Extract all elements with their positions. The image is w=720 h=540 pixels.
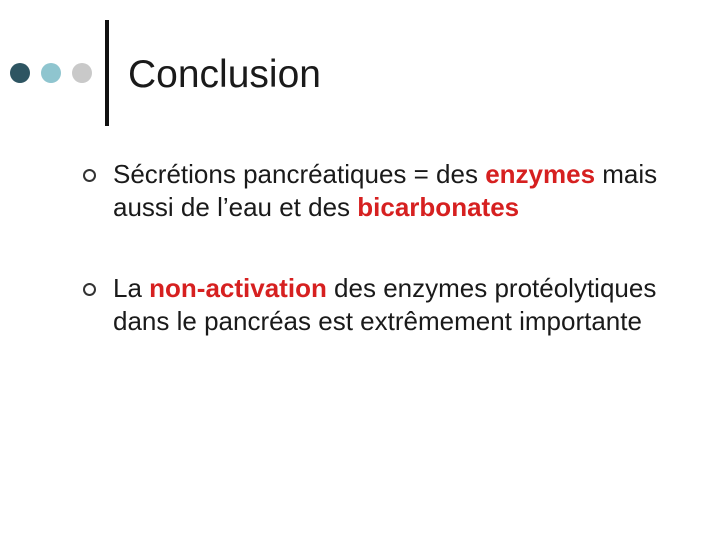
bullet-item-1	[80, 158, 700, 224]
bullet-text	[113, 159, 657, 222]
bullet-list	[80, 158, 700, 338]
text-run: des enzymes protéolytiques dans le pancréas est extrêmement importante	[113, 273, 657, 336]
highlight-enzymes: enzymes	[485, 159, 596, 189]
highlight-non-activation: non-activation	[149, 273, 327, 303]
hollow-circle-bullet-icon	[83, 169, 96, 182]
text-run: La	[113, 273, 150, 303]
title-divider	[105, 20, 109, 126]
dot-light-icon	[72, 63, 92, 83]
highlight-bicarbonates: bicarbonates	[357, 192, 520, 222]
dot-mid-icon	[41, 63, 61, 83]
hollow-circle-bullet-icon	[83, 283, 96, 296]
text-run: mais aussi de l’eau et des	[113, 159, 658, 222]
slide-title: Conclusion	[128, 53, 321, 96]
dot-dark-icon	[10, 63, 30, 83]
bullet-text	[113, 273, 656, 336]
bullet-item-2	[80, 272, 700, 338]
text-run: Sécrétions pancréatiques = des	[113, 159, 486, 189]
